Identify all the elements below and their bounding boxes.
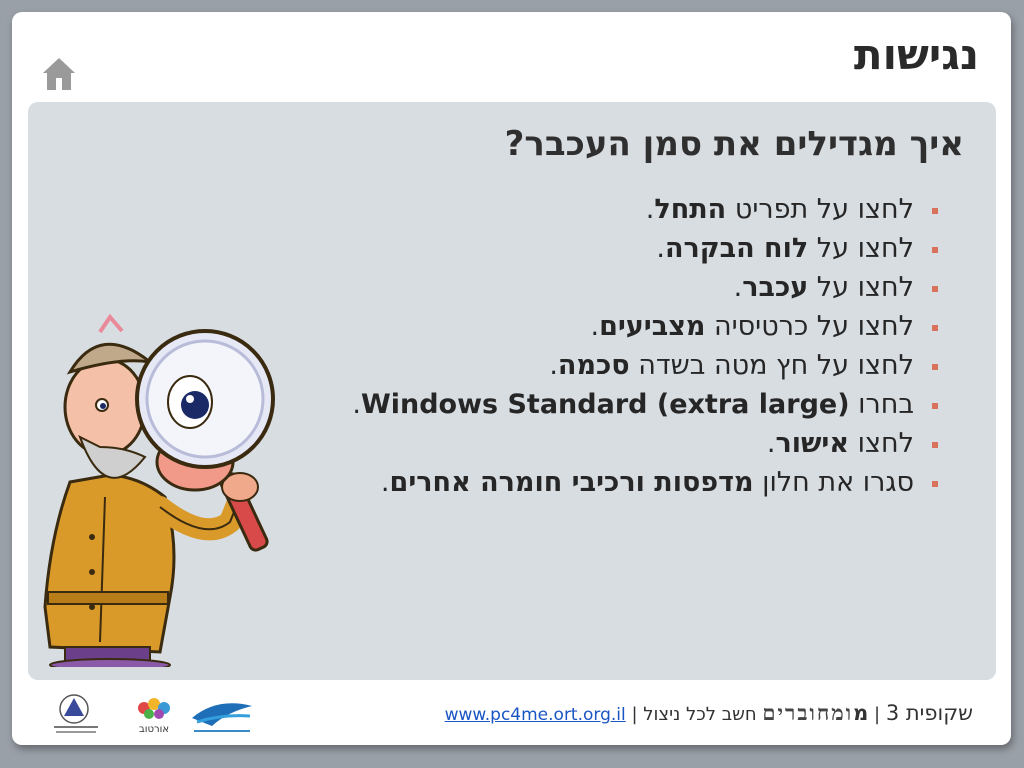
- orton-logo: [138, 698, 170, 735]
- footer-logos: [52, 692, 257, 738]
- list-item: לחצו על חץ מטה בשדה סכמה.: [298, 346, 938, 385]
- slide-number: שקופית 3: [885, 701, 973, 725]
- slide-title: נגישות: [853, 30, 979, 79]
- detective-illustration: [30, 307, 280, 667]
- list-item: סגרו את חלון מדפסות ורכיבי חומרה אחרים.: [298, 463, 938, 502]
- home-icon: [42, 56, 76, 92]
- panel-heading: איך מגדילים את סמן העכבר?: [504, 124, 964, 164]
- footer-text: [445, 700, 973, 726]
- home-button[interactable]: [42, 56, 76, 92]
- brand-initial: מ: [853, 701, 869, 725]
- footer-tagline: חשב לכל ניצול: [643, 704, 757, 725]
- ort-logo: [192, 703, 252, 732]
- footer-separator: |: [874, 704, 881, 725]
- foundation-logo: [54, 695, 98, 733]
- website-link[interactable]: www.pc4me.ort.org.il: [444, 705, 626, 725]
- brand-name: ומחוברים: [762, 700, 854, 725]
- content-panel: [28, 102, 996, 680]
- link-separator: |: [631, 704, 638, 725]
- orton-caption: אורטוב: [138, 724, 170, 735]
- list-item: לחצו על תפריט התחל.: [298, 190, 938, 229]
- list-item: בחרו Windows Standard (extra large).: [298, 385, 938, 424]
- list-item: לחצו על כרטיסיה מצביעים.: [298, 307, 938, 346]
- list-item: לחצו על עכבר.: [298, 268, 938, 307]
- list-item: לחצו אישור.: [298, 424, 938, 463]
- slide: [12, 12, 1011, 745]
- steps-list: [298, 190, 938, 502]
- list-item: לחצו על לוח הבקרה.: [298, 229, 938, 268]
